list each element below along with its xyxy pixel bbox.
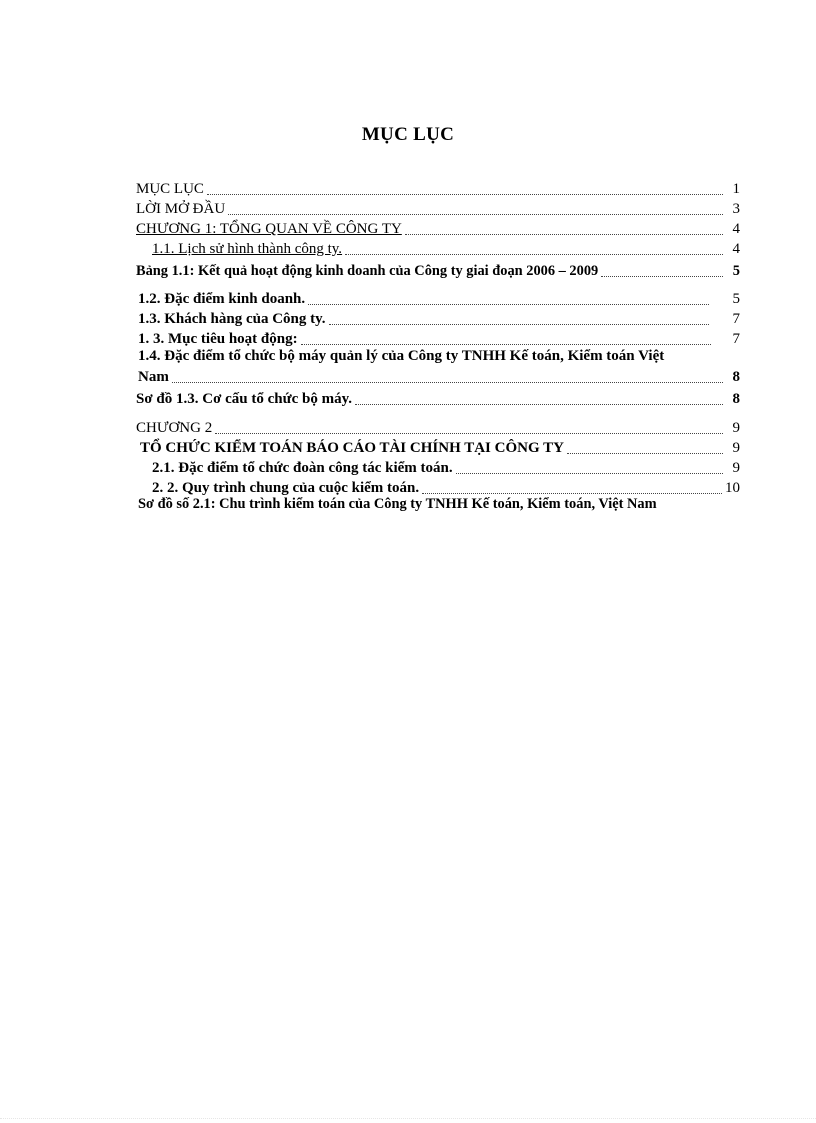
toc-entry-1-3-page (720, 308, 740, 328)
toc-entry-label: LỜI MỞ ĐẦU (136, 201, 226, 217)
toc-entry-label: Nam (138, 369, 169, 385)
dot-leader (215, 432, 723, 434)
page-title: MỤC LỤC (361, 124, 455, 145)
toc-entry-label: 1.3. Khách hàng của Công ty. (138, 311, 326, 327)
page-edge-divider (0, 1118, 816, 1119)
toc-entry-1-2-page (720, 288, 740, 308)
toc-entry-so-do-2-1[interactable]: Sơ đồ số 2.1: Chu trình kiểm toán của Công ty TNHH Kế toán, Kiểm toán, Việt Nam (138, 496, 657, 512)
toc-entry-page: 4 (732, 221, 740, 237)
toc-entry-page: 3 (732, 201, 740, 217)
dot-leader (456, 472, 723, 474)
toc-entry-label: CHƯƠNG 2 (136, 420, 213, 436)
toc-entry-label: 1.1. Lịch sử hình thành công ty. (152, 241, 343, 257)
toc-entry-page: 9 (732, 440, 740, 456)
dot-leader (329, 323, 709, 325)
toc-entry-page: 5 (732, 263, 740, 279)
dot-leader (405, 233, 723, 235)
dot-leader (228, 213, 723, 215)
toc-entry-page: 1 (732, 181, 740, 197)
toc-entry-label: 2.1. Đặc điểm tổ chức đoàn công tác kiểm toán. (152, 460, 453, 476)
toc-entry-page: 7 (732, 311, 740, 327)
toc-entry-page: 5 (732, 291, 740, 307)
toc-entry-page: 9 (732, 420, 740, 436)
toc-entry-chuong-1[interactable] (136, 218, 740, 238)
dot-leader (301, 343, 711, 345)
toc-entry-label: 1.2. Đặc điểm kinh doanh. (138, 291, 306, 307)
dot-leader (422, 492, 722, 494)
dot-leader (601, 275, 723, 277)
toc-entry-to-chuc-kiem-toan[interactable] (140, 437, 740, 457)
toc-entry-chuong-2[interactable] (136, 417, 740, 437)
dot-leader (567, 452, 723, 454)
toc-entry-label: MỤC LỤC (136, 181, 204, 197)
toc-entry-label: 2. 2. Quy trình chung của cuộc kiểm toán. (152, 480, 420, 496)
toc-entry-so-do-1-3[interactable] (136, 388, 740, 408)
toc-entry-1-1[interactable] (152, 238, 740, 258)
toc-entry-page: 9 (732, 460, 740, 476)
toc-entry-label: 1. 3. Mục tiêu hoạt động: (138, 331, 298, 347)
toc-entry-1-3[interactable] (138, 308, 712, 328)
dot-leader (207, 193, 723, 195)
toc-entry-2-1[interactable] (152, 457, 740, 477)
dot-leader (172, 381, 723, 383)
toc-entry-label: Bảng 1.1: Kết quả hoạt động kinh doanh của Công ty giai đoạn 2006 – 2009 (136, 263, 599, 279)
toc-entry-muc-tieu-page (720, 328, 740, 348)
toc-entry-1-4[interactable] (138, 366, 740, 386)
toc-entry-1-2[interactable] (138, 288, 712, 308)
dot-leader (308, 303, 709, 305)
toc-entry-page: 10 (725, 480, 740, 496)
toc-entry-page: 8 (732, 369, 740, 385)
toc-entry-muc-luc[interactable] (136, 178, 740, 198)
toc-entry-bang-1-1[interactable] (136, 260, 740, 280)
toc-entry-1-4-line1[interactable]: 1.4. Đặc điểm tổ chức bộ máy quản lý của Công ty TNHH Kế toán, Kiểm toán Việt (138, 348, 665, 364)
toc-entry-loi-mo-dau[interactable] (136, 198, 740, 218)
dot-leader (355, 403, 723, 405)
toc-entry-page: 7 (732, 331, 740, 347)
toc-entry-page: 8 (732, 391, 740, 407)
toc-entry-muc-tieu[interactable] (138, 328, 714, 348)
toc-entry-label: Sơ đồ 1.3. Cơ cấu tổ chức bộ máy. (136, 391, 353, 407)
toc-entry-page: 4 (732, 241, 740, 257)
dot-leader (345, 253, 723, 255)
toc-entry-label: TỔ CHỨC KIỂM TOÁN BÁO CÁO TÀI CHÍNH TẠI CÔNG TY (140, 440, 564, 456)
toc-entry-2-2[interactable] (152, 477, 740, 497)
toc-entry-label: CHƯƠNG 1: TỔNG QUAN VỀ CÔNG TY (136, 221, 402, 237)
